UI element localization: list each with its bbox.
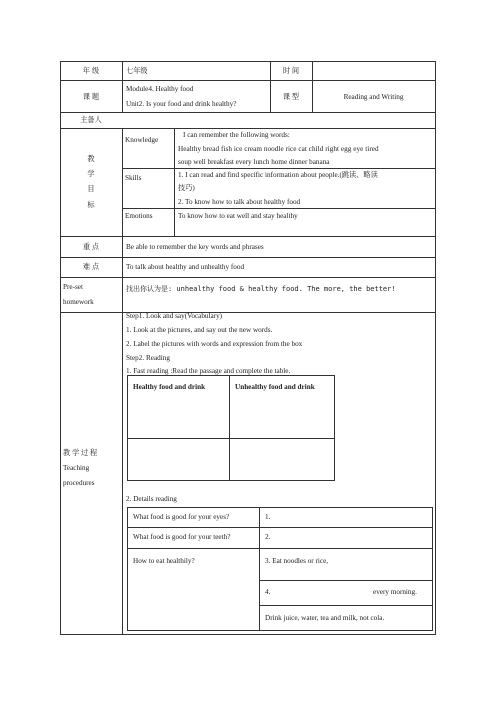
objectives-char-2: 学: [87, 170, 95, 178]
type-value: Reading and Writing: [343, 93, 404, 101]
col-rule: [122, 61, 123, 112]
healthy-food-cell[interactable]: [128, 439, 228, 480]
topic-label: 课 题: [82, 93, 100, 101]
time-label: 时 间: [282, 67, 300, 75]
col-rule: [122, 128, 123, 634]
answer-teeth: 2.: [265, 533, 271, 541]
row-rule: [60, 61, 436, 62]
answer-drink: Drink juice, water, tea and milk, not cola.: [265, 614, 385, 622]
answer-noodles-rice: 3. Eat noodles or rice,: [265, 557, 329, 565]
topic-line-1: Module4. Healthy food: [126, 85, 194, 93]
question-eyes: What food is good for your eyes?: [133, 513, 230, 521]
col-rule: [60, 61, 61, 634]
knowledge-label: Knowledge: [125, 136, 159, 144]
question-eat-healthily: How to eat healthily?: [133, 557, 195, 565]
preset-value: 找出你认为是: unhealthy food & healthy food. The more, the better!: [126, 285, 396, 293]
emotions-value: To know how to eat well and stay healthy: [178, 212, 298, 220]
unhealthy-food-header: Unhealthy food and drink: [235, 383, 315, 391]
difficult-points-label: 难 点: [82, 263, 100, 271]
key-points-label: 重 点: [82, 243, 100, 251]
objectives-char-3: 目: [87, 185, 95, 193]
row-rule: [127, 527, 433, 528]
row-rule: [259, 605, 433, 606]
skills-label: Skills: [125, 174, 142, 182]
difficult-points-value: To talk about healthy and unhealthy food: [126, 263, 245, 271]
row-rule: [127, 548, 433, 549]
row-rule: [60, 277, 436, 278]
row-rule: [60, 128, 436, 129]
question-teeth: What food is good for your teeth?: [133, 533, 231, 541]
procedure-line-4: Step2. Reading: [126, 354, 170, 362]
procedure-label-en-2: procedures: [63, 479, 95, 487]
skills-line-2: 技巧): [178, 184, 195, 192]
row-rule: [60, 257, 436, 258]
type-label: 课 型: [282, 93, 300, 101]
answer-4-suffix: every morning.: [373, 588, 417, 596]
row-rule: [60, 236, 436, 237]
procedure-line-5: 1. Fast reading :Read the passage and complete the table.: [126, 367, 291, 375]
preparer-label: 主备人: [80, 116, 102, 124]
procedure-line-3: 2. Label the pictures with words and expression from the box: [126, 340, 303, 348]
answer-eyes: 1.: [265, 513, 271, 521]
unhealthy-food-cell[interactable]: [230, 439, 334, 480]
grade-value: 七年级: [126, 67, 148, 75]
key-points-value: Be able to remember the key words and phrases: [126, 243, 264, 251]
col-rule: [174, 128, 175, 236]
row-rule: [60, 80, 436, 81]
row-rule: [60, 112, 436, 113]
procedure-label-cn: 教 学 过 程: [63, 449, 98, 457]
col-rule: [259, 507, 260, 631]
preset-label-1: Pre-set: [63, 283, 83, 291]
procedure-line-1: Step1. Look and say(Vocabulary): [126, 312, 223, 320]
knowledge-line-3: soup well breakfast every lunch home dinner banana: [178, 158, 330, 166]
row-rule: [259, 580, 433, 581]
objectives-char-1: 教: [87, 155, 95, 163]
skills-line-3: 2. To know how to talk about healthy food: [178, 198, 301, 206]
row-rule: [60, 312, 436, 313]
row-rule: [60, 634, 436, 635]
row-rule: [122, 208, 436, 209]
col-rule: [435, 61, 436, 634]
answer-4-prefix: 4.: [265, 588, 271, 596]
emotions-label: Emotions: [125, 212, 153, 220]
skills-line-1: 1. I can read and find specific information about people.(跳读、略读: [178, 171, 378, 179]
procedure-line-2: 1. Look at the pictures, and say out the new words.: [126, 326, 273, 334]
col-rule: [312, 61, 313, 112]
preset-label-2: homework: [63, 298, 94, 306]
knowledge-line-2: Healthy bread fish ice cream noodle rice cat child right egg eye tired: [178, 145, 379, 153]
details-reading-heading: 2. Details reading: [126, 495, 177, 503]
topic-line-2: Unit2. Is your food and drink healthy?: [126, 100, 237, 108]
healthy-food-header: Healthy food and drink: [133, 383, 206, 391]
objectives-char-4: 标: [87, 201, 95, 209]
procedure-label-en-1: Teaching: [63, 464, 90, 472]
knowledge-line-1: I can remember the following words:: [183, 131, 290, 139]
grade-label: 年 级: [82, 67, 100, 75]
row-rule: [122, 168, 436, 169]
